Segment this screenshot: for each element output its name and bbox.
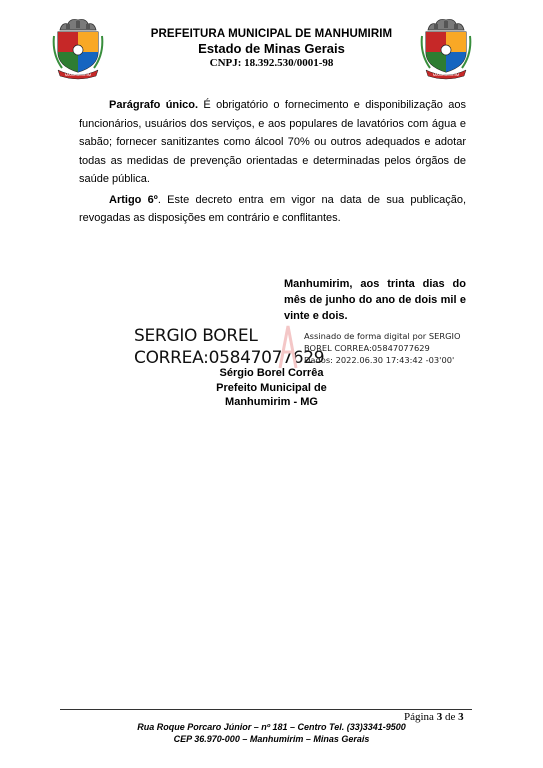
paragraph-text: É obrigatório o fornecimento e disponibilização aos funcionários, usuários dos serviços, e aos populares de lavatórios com água e sabão; fornecer sanitizantes como álcool 70% ou outros adequados e adotar todas as medidas de prevenção orientadas e determinadas pelos órgãos de saúde pública. bbox=[79, 99, 467, 185]
signature-details-line1: Assinado de forma digital por SERGIO bbox=[304, 331, 461, 341]
decree-body bbox=[79, 96, 466, 230]
footer-divider bbox=[60, 709, 472, 710]
place-and-date: Manhumirim, aos trinta dias do mês de junho do ano de dois mil e vinte e dois. bbox=[284, 278, 466, 322]
signer-title-line1: Prefeito Municipal de bbox=[216, 381, 327, 394]
signature-name-line2: CORREA:05847077629 bbox=[134, 348, 325, 368]
article-6 bbox=[79, 191, 466, 228]
page-prefix: Página bbox=[404, 711, 437, 723]
municipality-name: PREFEITURA MUNICIPAL DE MANHUMIRIM bbox=[150, 28, 393, 40]
signature-name-line1: SERGIO BOREL bbox=[134, 326, 258, 346]
paragraph-unico bbox=[79, 96, 466, 189]
address-line2: CEP 36.970-000 – Manhumirim – Minas Gerais bbox=[173, 734, 370, 744]
crest-banner-text-right: MANHUMIRIM bbox=[432, 72, 460, 77]
page-total: 3 bbox=[458, 711, 464, 723]
footer-address bbox=[0, 721, 543, 745]
page-current: 3 bbox=[436, 711, 443, 723]
state-name: Estado de Minas Gerais bbox=[198, 41, 345, 56]
digital-signature-details bbox=[304, 330, 469, 366]
crest-banner-text: MANHUMIRIM bbox=[64, 72, 92, 77]
address-line1: Rua Roque Porcaro Júnior – nº 181 – Centro Tel. (33)3341-9500 bbox=[137, 722, 406, 732]
paragraph-label: Parágrafo único. bbox=[109, 99, 199, 111]
cnpj-number: CNPJ: 18.392.530/0001-98 bbox=[209, 57, 334, 69]
signer-title-line2: Manhumirim - MG bbox=[225, 396, 318, 408]
signature-watermark-icon bbox=[276, 322, 300, 370]
signer-block bbox=[0, 366, 543, 410]
article-text: . Este decreto entra em vigor na data de sua publicação, revogadas as disposições em contrário e conflitantes. bbox=[79, 193, 467, 224]
article-label: Artigo 6º bbox=[109, 193, 158, 206]
signer-name: Sérgio Borel Corrêa bbox=[219, 367, 324, 379]
signature-details-line3: Dados: 2022.06.30 17:43:42 -03'00' bbox=[304, 355, 455, 365]
letterhead bbox=[0, 28, 543, 69]
page-sep: de bbox=[442, 711, 459, 723]
signature-details-line2: BOREL CORREA:05847077629 bbox=[304, 343, 430, 353]
